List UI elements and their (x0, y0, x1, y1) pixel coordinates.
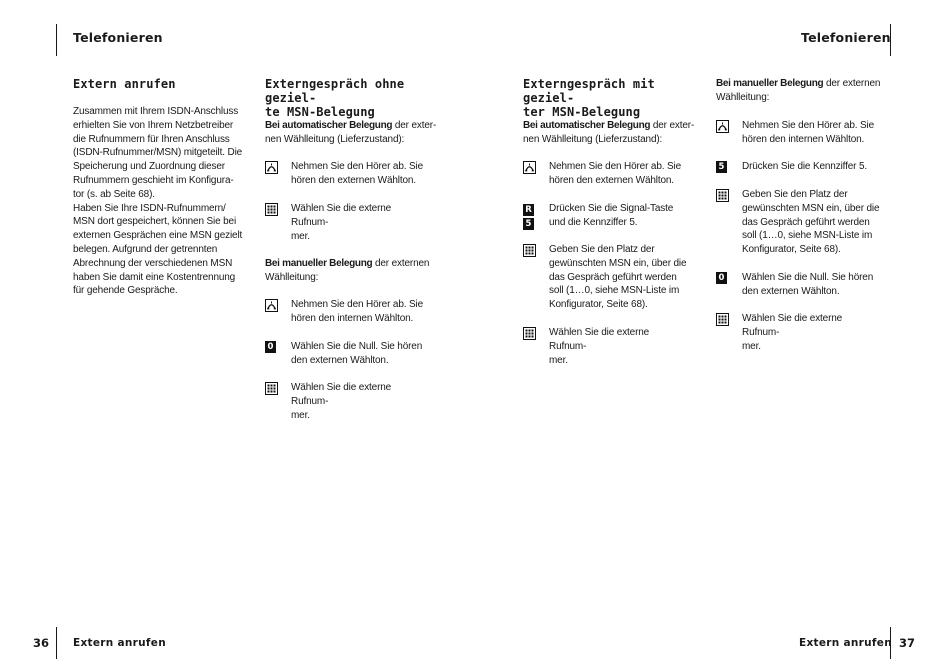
step-text: Wählen Sie die externe Rufnum- mer. (742, 313, 843, 352)
page-number-left: 36 (33, 636, 50, 650)
step-text: Nehmen Sie den Hörer ab. Sie hören den internen Wählton. (742, 120, 874, 145)
header-left-rule (56, 24, 57, 56)
header-right-title: Telefonieren (801, 30, 891, 45)
step-text: Drücken Sie die Signal-Taste und die Kennziffer 5. (549, 203, 674, 228)
step-text: Wählen Sie die Null. Sie hören den externen Wählton. (291, 341, 423, 366)
step-text: Nehmen Sie den Hörer ab. Sie hören den externen Wählton. (291, 161, 423, 186)
manual-belegung-text: der externen Wählleitung: (265, 258, 430, 283)
key-zero: 0 (716, 272, 727, 284)
auto-belegung-intro (523, 119, 694, 147)
auto-belegung-text: der exter- nen Wählleitung (Lieferzustand): (265, 120, 437, 145)
manual-belegung-label: Bei manueller Belegung (265, 258, 373, 269)
step-text: Nehmen Sie den Hörer ab. Sie hören den externen Wählton. (549, 161, 681, 186)
key-five-icon (523, 218, 534, 230)
section-heading-ohne-msn: Externgespräch ohne geziel- te MSN-Belegung (265, 77, 405, 119)
key-five: 5 (523, 218, 534, 230)
key-zero-icon (716, 272, 729, 285)
column-2 (265, 77, 440, 421)
step-text: Wählen Sie die externe Rufnum- mer. (291, 203, 392, 242)
section-heading-extern-anrufen: Extern anrufen (73, 77, 176, 91)
handset-lift-icon (716, 120, 729, 133)
key-five-icon (716, 161, 729, 174)
keypad-icon (716, 313, 729, 326)
column-4 (716, 77, 891, 357)
step-text: Geben Sie den Platz der gewünschten MSN ein, über die das Gespräch geführt werden soll (1…0, siehe MSN-Liste im Konfigurator, Seite 68). (742, 189, 880, 256)
keypad-icon (265, 382, 278, 395)
key-zero-icon (265, 341, 278, 354)
step-text: Wählen Sie die externe Rufnum- mer. (549, 327, 650, 366)
key-r: R (523, 204, 534, 216)
step-text: Wählen Sie die externe Rufnum- mer. (291, 382, 392, 421)
section-heading-mit-msn: Externgespräch mit geziel- ter MSN-Belegung (523, 77, 655, 119)
key-r-icon (523, 204, 534, 216)
footer-right-label: Extern anrufen (799, 637, 892, 649)
keypad-icon (523, 244, 536, 257)
manual-belegung-label: Bei manueller Belegung (716, 78, 824, 89)
step-text: Nehmen Sie den Hörer ab. Sie hören den internen Wählton. (291, 299, 423, 324)
page-number-right: 37 (899, 636, 916, 650)
manual-belegung-intro (265, 257, 429, 285)
key-zero: 0 (265, 341, 276, 353)
footer-left-label: Extern anrufen (73, 637, 166, 649)
keypad-icon (265, 203, 278, 216)
manual-belegung-text: der externen Wählleitung: (716, 78, 881, 103)
footer-left-rule (56, 627, 57, 659)
step-text: Geben Sie den Platz der gewünschten MSN ein, über die das Gespräch geführt werden soll (1…0, siehe MSN-Liste im Konfigurator, Seite 68). (549, 244, 687, 311)
column-1 (73, 77, 243, 298)
handset-lift-icon (523, 161, 536, 174)
auto-belegung-intro (265, 119, 436, 147)
auto-belegung-text: der exter- nen Wählleitung (Lieferzustand): (523, 120, 695, 145)
key-five: 5 (716, 161, 727, 173)
manual-belegung-intro (716, 77, 880, 105)
auto-belegung-label: Bei automatischer Belegung (265, 120, 393, 131)
header-left-title: Telefonieren (73, 30, 163, 45)
step-text: Wählen Sie die Null. Sie hören den externen Wählton. (742, 272, 874, 297)
auto-belegung-label: Bei automatischer Belegung (523, 120, 651, 131)
keypad-icon (523, 327, 536, 340)
handset-lift-icon (265, 161, 278, 174)
step-text: Drücken Sie die Kennziffer 5. (742, 161, 867, 172)
intro-paragraph: Zusammen mit Ihrem ISDN-Anschluss erhielten Sie von Ihrem Netzbetreiber die Rufnummern für Ihren Anschluss (ISDN-Rufnummer/MSN) mitgeteilt. Die Speicherung und Zuordnung dieser Rufnummern geschieht im Konfigura- tor (s. ab Seite 68). Haben Sie Ihre ISDN-Rufnummern/ MSN dort gespeichert, können Sie bei externen Gesprächen eine MSN gezielt belegen. Aufgrund der getrennten Abrechnung der verschiedenen MSN haben Sie damit eine Kostentrennung für gehende Gespräche. (73, 106, 243, 297)
keypad-icon (716, 189, 729, 202)
handset-lift-icon (265, 299, 278, 312)
column-3 (523, 77, 698, 367)
